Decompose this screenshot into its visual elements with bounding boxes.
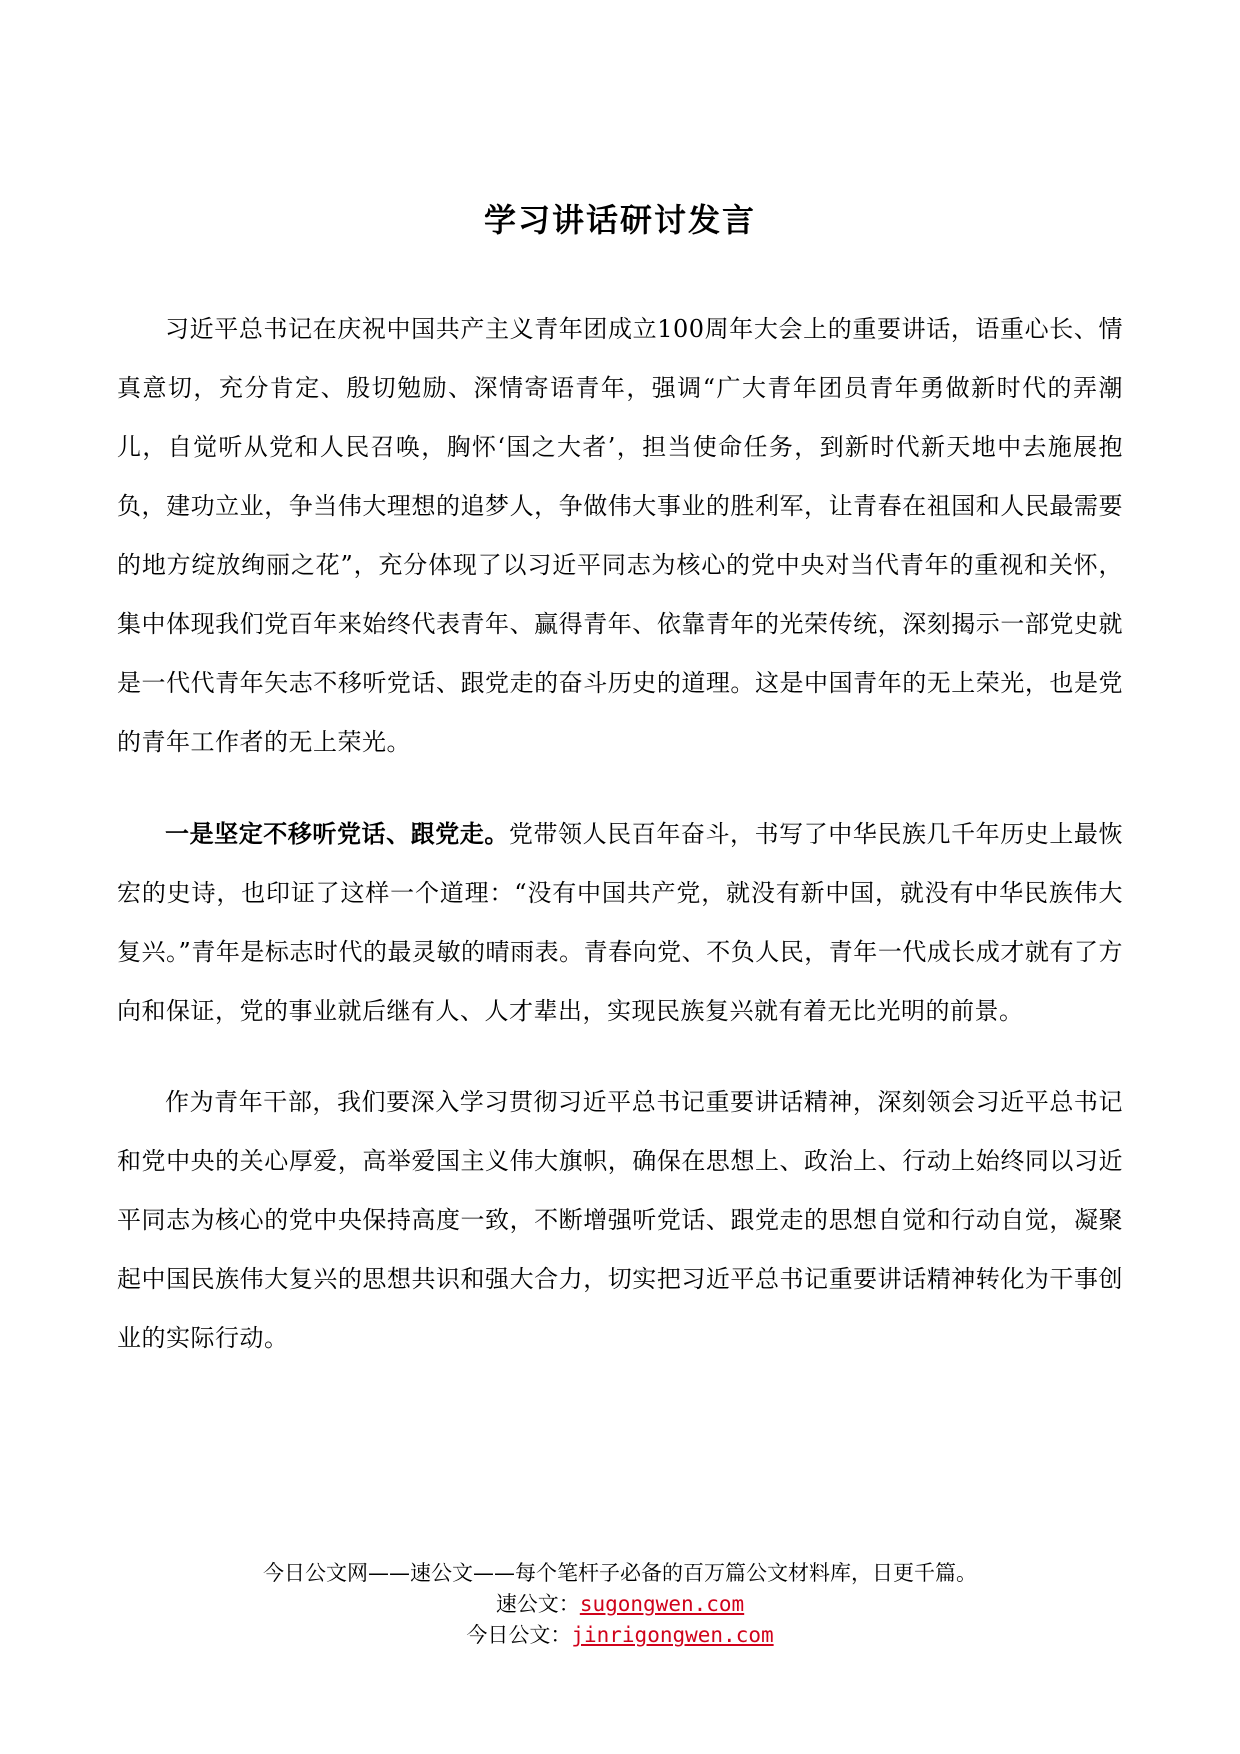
footer	[0, 1558, 1240, 1651]
footer-sugongwen-label: 速公文：	[495, 1592, 580, 1616]
sugongwen-link[interactable]: sugongwen.com	[579, 1592, 745, 1616]
footer-jinrigongwen-line	[0, 1620, 1240, 1651]
paragraph-3-text: 作为青年干部，我们要深入学习贯彻习近平总书记重要讲话精神，深刻领会习近平总书记和党中央的关心厚爱，高举爱国主义伟大旗帜，确保在思想上、政治上、行动上始终同以习近平同志为核心的党中央保持高度一致，不断增强听党话、跟党走的思想自觉和行动自觉，凝聚起中国民族伟大复兴的思想共识和强大合力，切实把习近平总书记重要讲话精神转化为干事创业的实际行动。	[117, 1088, 1123, 1352]
paragraph-1-text: 习近平总书记在庆祝中国共产主义青年团成立100周年大会上的重要讲话，语重心长、情真意切，充分肯定、殷切勉励、深情寄语青年，强调“广大青年团员青年勇做新时代的弄潮儿，自觉听从党和人民召唤，胸怀‘国之大者’，担当使命任务，到新时代新天地中去施展抱负，建功立业，争当伟大理想的追梦人，争做伟大事业的胜利军，让青春在祖国和人民最需要的地方绽放绚丽之花”，充分体现了以习近平同志为核心的党中央对当代青年的重视和关怀，集中体现我们党百年来始终代表青年、赢得青年、依靠青年的光荣传统，深刻揭示一部党史就是一代代青年矢志不移听党话、跟党走的奋斗历史的道理。这是中国青年的无上荣光，也是党的青年工作者的无上荣光。	[117, 315, 1123, 756]
footer-slogan: 今日公文网——速公文——每个笔杆子必备的百万篇公文材料库，日更千篇。	[263, 1561, 977, 1585]
jinrigongwen-link[interactable]: jinrigongwen.com	[571, 1623, 774, 1647]
paragraph-1	[117, 300, 1123, 772]
paragraph-3	[117, 1073, 1123, 1368]
paragraph-2	[117, 804, 1123, 1041]
footer-sugongwen-line	[0, 1589, 1240, 1620]
paragraph-2-text: 党带领人民百年奋斗，书写了中华民族几千年历史上最恢宏的史诗，也印证了这样一个道理：“没有中国共产党，就没有新中国，就没有中华民族伟大复兴。”青年是标志时代的最灵敏的晴雨表。青春向党、不负人民，青年一代成长成才就有了方向和保证，党的事业就后继有人、人才辈出，实现民族复兴就有着无比光明的前景。	[117, 820, 1123, 1025]
document-body	[117, 300, 1123, 1400]
document-title: 学习讲话研讨发言	[483, 201, 756, 239]
paragraph-2-lead: 一是坚定不移听党话、跟党走。	[165, 819, 509, 848]
footer-jinrigongwen-label: 今日公文：	[466, 1623, 572, 1647]
